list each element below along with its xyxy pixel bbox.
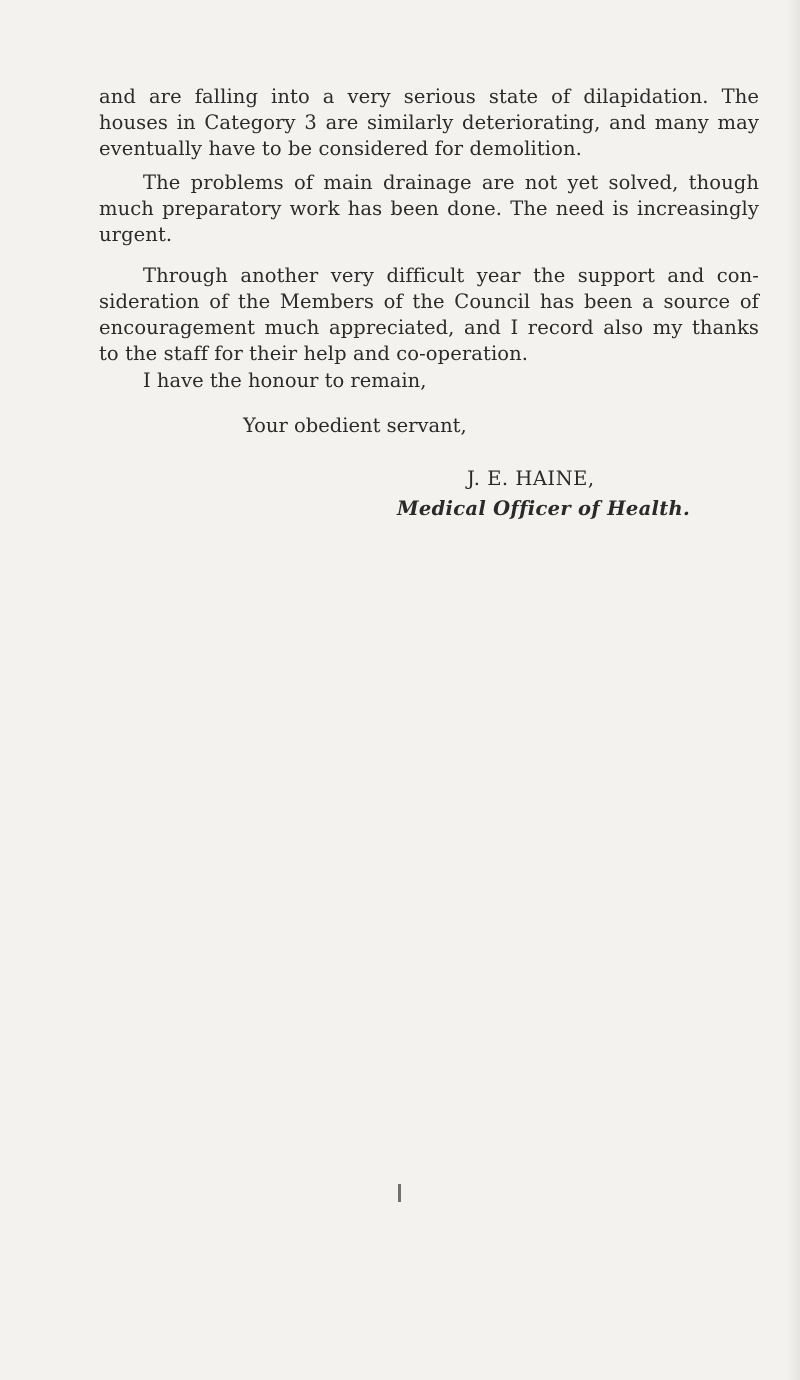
closing-line: I have the honour to remain, [143, 369, 427, 392]
paragraph-dilapidation: and are falling into a very serious state of dilapidation. The houses in Category 3 are similarly deteriorating, and many may eventually have to be considered for demolition. [99, 85, 759, 160]
signatory-title: Medical Officer of Health. [397, 497, 691, 520]
paragraph-thanks: Through another very difficult year the support and con-sideration of the Members of the Council has been a source of encouragement much appreciated, and I record also my thanks to the staff for their help and co-operation. [99, 264, 759, 365]
page-mark [398, 1184, 401, 1202]
signatory-name: J. E. HAINE, [467, 467, 595, 490]
valediction-line: Your obedient servant, [243, 414, 467, 437]
paragraph-drainage: The problems of main drainage are not yet solved, though much preparatory work has been done. The need is increasingly urgent. [99, 171, 759, 246]
page-edge-shadow [786, 0, 800, 1380]
